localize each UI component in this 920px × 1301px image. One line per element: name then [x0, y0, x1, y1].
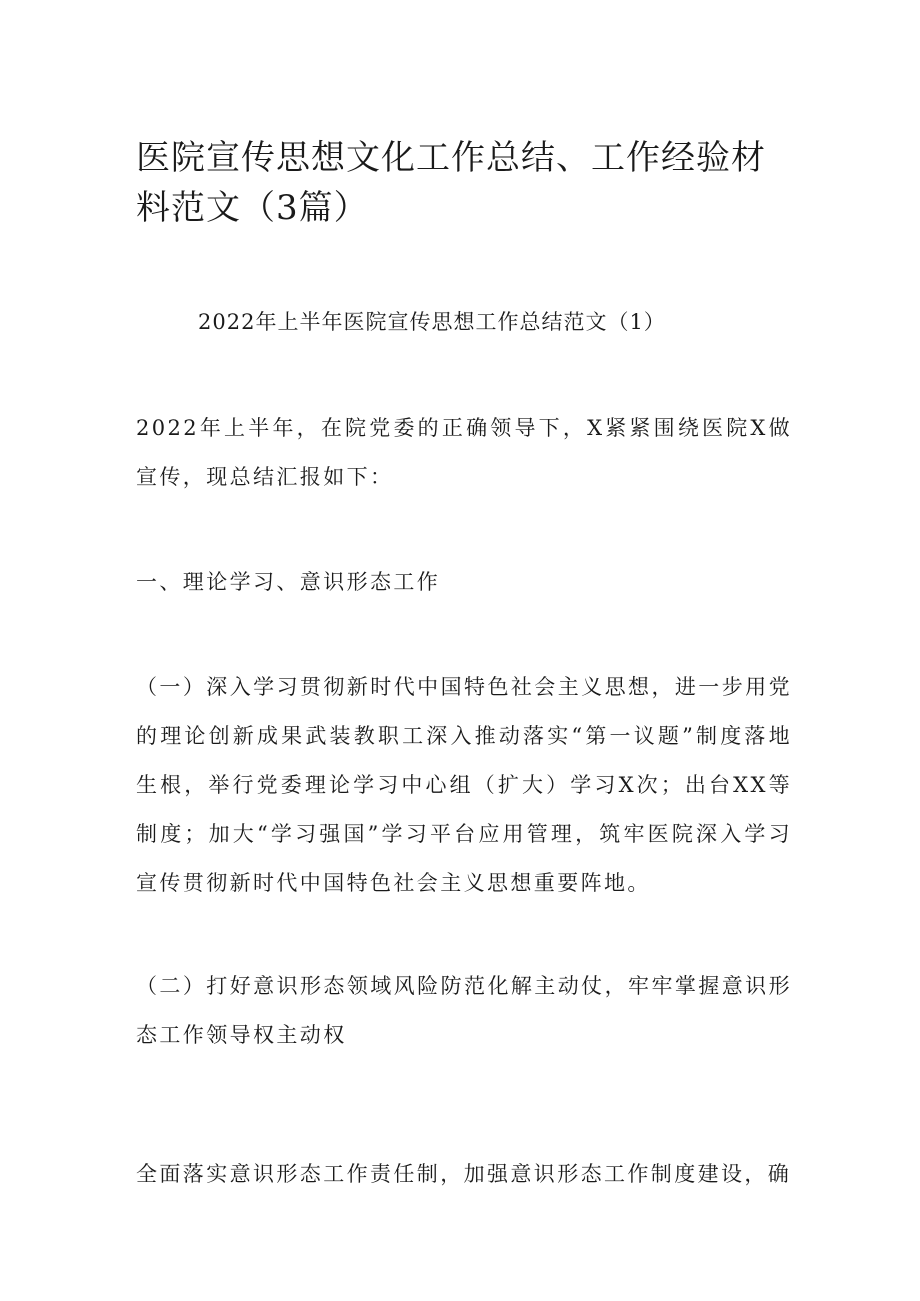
- paragraph-intro: 2022年上半年，在院党委的正确领导下，X紧紧围绕医院X做宣传，现总结汇报如下：: [136, 416, 792, 489]
- document-title: 医院宣传思想文化工作总结、工作经验材料范文（3篇）: [136, 138, 766, 228]
- paragraph-subsection-2: （二）打好意识形态领域风险防范化解主动仗，牢牢掌握意识形态工作领导权主动权: [136, 974, 792, 1047]
- document-subtitle: 2022年上半年医院宣传思想工作总结范文（1）: [198, 310, 666, 334]
- paragraph-subsection-1: （一）深入学习贯彻新时代中国特色社会主义思想，进一步用党的理论创新成果武装教职工深入推动落实“第一议题”制度落地生根，举行党委理论学习中心组（扩大）学习X次；出台XX等制度；加大“学习强国”学习平台应用管理，筑牢医院深入学习宣传贯彻新时代中国特色社会主义思想重要阵地。: [136, 675, 792, 895]
- section-heading-theory-study: 一、理论学习、意识形态工作: [136, 570, 441, 594]
- paragraph-responsibility: 全面落实意识形态工作责任制，加强意识形态工作制度建设，确: [136, 1162, 792, 1186]
